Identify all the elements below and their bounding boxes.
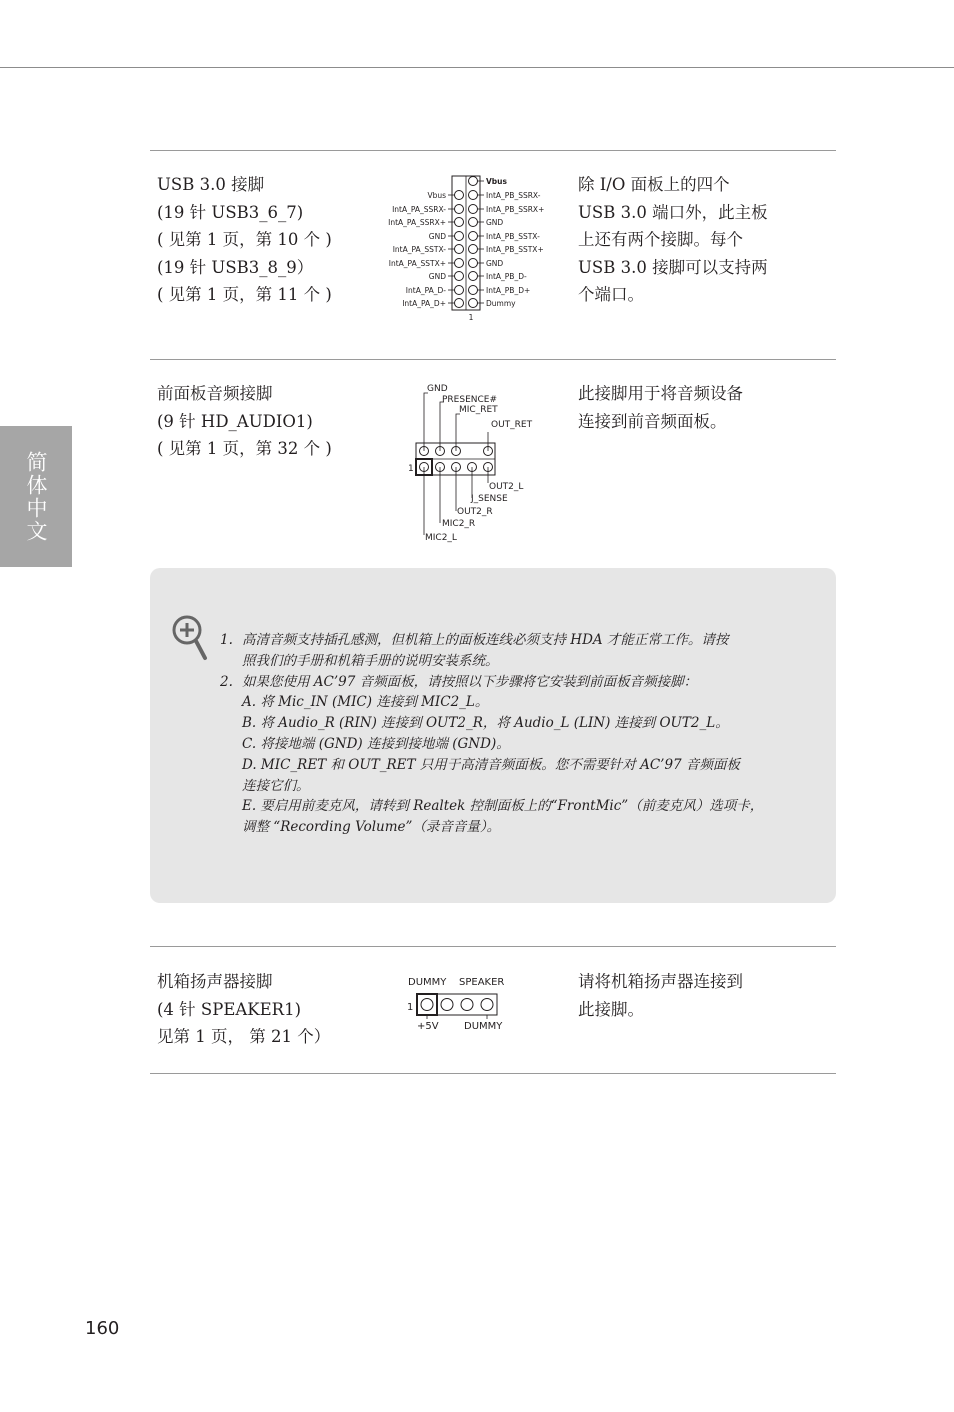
header-pin xyxy=(441,999,453,1011)
pin-label: PRESENCE# xyxy=(442,395,498,405)
header-pin xyxy=(455,259,464,268)
text-line: USB 3.0 接脚 xyxy=(157,175,265,194)
note-line: A. 将 Mic_IN (MIC) 连接到 MIC2_L。 xyxy=(242,694,489,711)
note-list xyxy=(220,630,763,838)
pin-label: MIC2_L xyxy=(425,533,457,543)
header-pin xyxy=(455,232,464,241)
pin-label: IntA_PB_SSTX- xyxy=(486,232,540,241)
text-line: 上还有两个接脚。每个 xyxy=(578,230,743,249)
pin-label: Vbus xyxy=(486,177,507,186)
text-line: 此接脚用于将音频设备 xyxy=(578,384,743,403)
pin-label: IntA_PA_SSRX+ xyxy=(388,218,446,227)
pin1-marker: 1 xyxy=(407,1002,414,1013)
pin-label: J_SENSE xyxy=(471,494,508,504)
note-item xyxy=(220,672,763,838)
header-outline xyxy=(417,994,497,1015)
pin-label: IntA_PA_D- xyxy=(405,286,446,295)
section-rule xyxy=(150,946,836,947)
pin-label: Vbus xyxy=(427,191,446,200)
note-line: D. MIC_RET 和 OUT_RET 只用于高清音频面板。您不需要针对 AC’97 音频面板 xyxy=(242,756,740,773)
pin-label: IntA_PA_SSTX- xyxy=(392,245,446,254)
note-line: C. 将接地端 (GND) 连接到接地端 (GND)。 xyxy=(242,735,510,752)
note-number: 2. xyxy=(220,673,233,690)
section-rule xyxy=(150,1073,836,1074)
section-rule xyxy=(150,150,836,151)
usb3-header-diagram xyxy=(370,172,570,324)
header-pin xyxy=(455,218,464,227)
text-line: 机箱扬声器接脚 xyxy=(157,972,273,991)
text-line: 个端口。 xyxy=(578,285,644,304)
pin-label: MIC2_R xyxy=(442,519,476,529)
header-pin xyxy=(469,177,478,186)
pin-label: DUMMY xyxy=(464,1021,503,1032)
header-pin xyxy=(455,205,464,214)
speaker-header-explanation xyxy=(578,968,743,1023)
pin-label: IntA_PB_SSRX- xyxy=(486,191,541,200)
pin-label: Dummy xyxy=(486,299,516,308)
pin-label: +5V xyxy=(417,1021,439,1032)
text-line: ( 见第 1 页，第 11 个 ) xyxy=(157,285,332,304)
audio-header-description xyxy=(157,380,332,463)
header-pin xyxy=(481,999,493,1011)
header-pin xyxy=(469,218,478,227)
header-pin xyxy=(469,259,478,268)
pin-label: GND xyxy=(428,272,446,281)
speaker-header-diagram xyxy=(400,972,530,1034)
text-line: (9 针 HD_AUDIO1) xyxy=(157,411,313,431)
pin-label: IntA_PA_SSRX- xyxy=(392,205,446,214)
header-pin xyxy=(455,272,464,281)
hd-audio-header-diagram xyxy=(400,380,560,545)
text-line: 前面板音频接脚 xyxy=(157,384,273,403)
text-line: USB 3.0 端口外，此主板 xyxy=(578,202,768,222)
note-line: 调整 “Recording Volume”（录音音量）。 xyxy=(242,819,501,836)
pin-label: IntA_PB_SSRX+ xyxy=(486,205,545,214)
pin-label: IntA_PA_SSTX+ xyxy=(388,259,446,268)
pin1-box xyxy=(417,994,437,1015)
header-pin xyxy=(421,999,433,1011)
text-line: ( 见第 1 页，第 10 个 ) xyxy=(157,230,332,249)
text-line: 除 I/O 面板上的四个 xyxy=(578,175,730,194)
header-pin xyxy=(469,299,478,308)
pin-label: MIC_RET xyxy=(459,405,498,415)
note-number: 1. xyxy=(220,632,233,648)
pin-label: IntA_PB_D- xyxy=(486,272,527,281)
note-line: 高清音频支持插孔感测，但机箱上的面板连线必须支持 HDA 才能正常工作。请按 xyxy=(242,632,729,648)
section-rule xyxy=(150,359,836,360)
pin1-marker: 1 xyxy=(408,464,414,474)
text-line: USB 3.0 接脚可以支持两 xyxy=(578,257,768,277)
note-line: 连接它们。 xyxy=(242,777,310,794)
header-pin xyxy=(469,232,478,241)
header-pin xyxy=(469,286,478,295)
text-line: (19 针 USB3_8_9） xyxy=(157,257,314,277)
pin-label: IntA_PB_SSTX+ xyxy=(486,245,544,254)
note-line: B. 将 Audio_R (RIN) 连接到 OUT2_R，将 Audio_L (LIN) 连接到 OUT2_L。 xyxy=(242,715,729,732)
text-line: (4 针 SPEAKER1) xyxy=(157,999,302,1019)
header-pin xyxy=(455,245,464,254)
text-line: ( 见第 1 页，第 32 个 ) xyxy=(157,439,332,458)
header-pin xyxy=(461,999,473,1011)
header-pin xyxy=(455,299,464,308)
pin-label: OUT_RET xyxy=(491,420,533,430)
audio-header-explanation xyxy=(578,380,743,435)
pin-label: OUT2_L xyxy=(489,482,524,492)
language-tab xyxy=(0,426,72,567)
pin-label: IntA_PA_D+ xyxy=(402,299,446,308)
page-number: 160 xyxy=(85,1318,120,1339)
header-pin xyxy=(469,191,478,200)
text-line: 请将机箱扬声器连接到 xyxy=(578,972,743,991)
pin-label: IntA_PB_D+ xyxy=(486,286,531,295)
top-rule xyxy=(0,67,954,68)
pin-label: GND xyxy=(486,259,504,268)
pin-label: GND xyxy=(428,232,446,241)
text-line: 见第 1 页， 第 21 个） xyxy=(157,1027,331,1046)
pin-label: SPEAKER xyxy=(459,977,505,988)
text-line: (19 针 USB3_6_7) xyxy=(157,202,304,222)
header-pin xyxy=(455,191,464,200)
speaker-header-description xyxy=(157,968,330,1051)
pin-label: GND xyxy=(427,384,448,394)
text-line: 此接脚。 xyxy=(578,999,644,1019)
header-pin xyxy=(469,272,478,281)
note-item xyxy=(220,630,763,672)
pin1-marker: 1 xyxy=(468,313,474,322)
pin-label: GND xyxy=(486,218,504,227)
note-line: 照我们的手册和机箱手册的说明安装系统。 xyxy=(242,652,499,669)
language-tab-label: 简体中文 xyxy=(24,450,48,543)
header-pin xyxy=(469,205,478,214)
header-pin xyxy=(469,245,478,254)
magnifier-plus-icon xyxy=(170,613,210,663)
pin-label: OUT2_R xyxy=(457,507,493,517)
text-line: 连接到前音频面板。 xyxy=(578,411,727,431)
usb-header-explanation xyxy=(578,171,768,309)
pin-label: DUMMY xyxy=(408,977,447,988)
usb-header-description xyxy=(157,171,332,309)
note-line: 如果您使用 AC’97 音频面板，请按照以下步骤将它安装到前面板音频接脚： xyxy=(242,673,698,690)
header-pin xyxy=(455,286,464,295)
note-line: E. 要启用前麦克风，请转到 Realtek 控制面板上的“FrontMic”（前麦克风）选项卡， xyxy=(242,798,764,815)
